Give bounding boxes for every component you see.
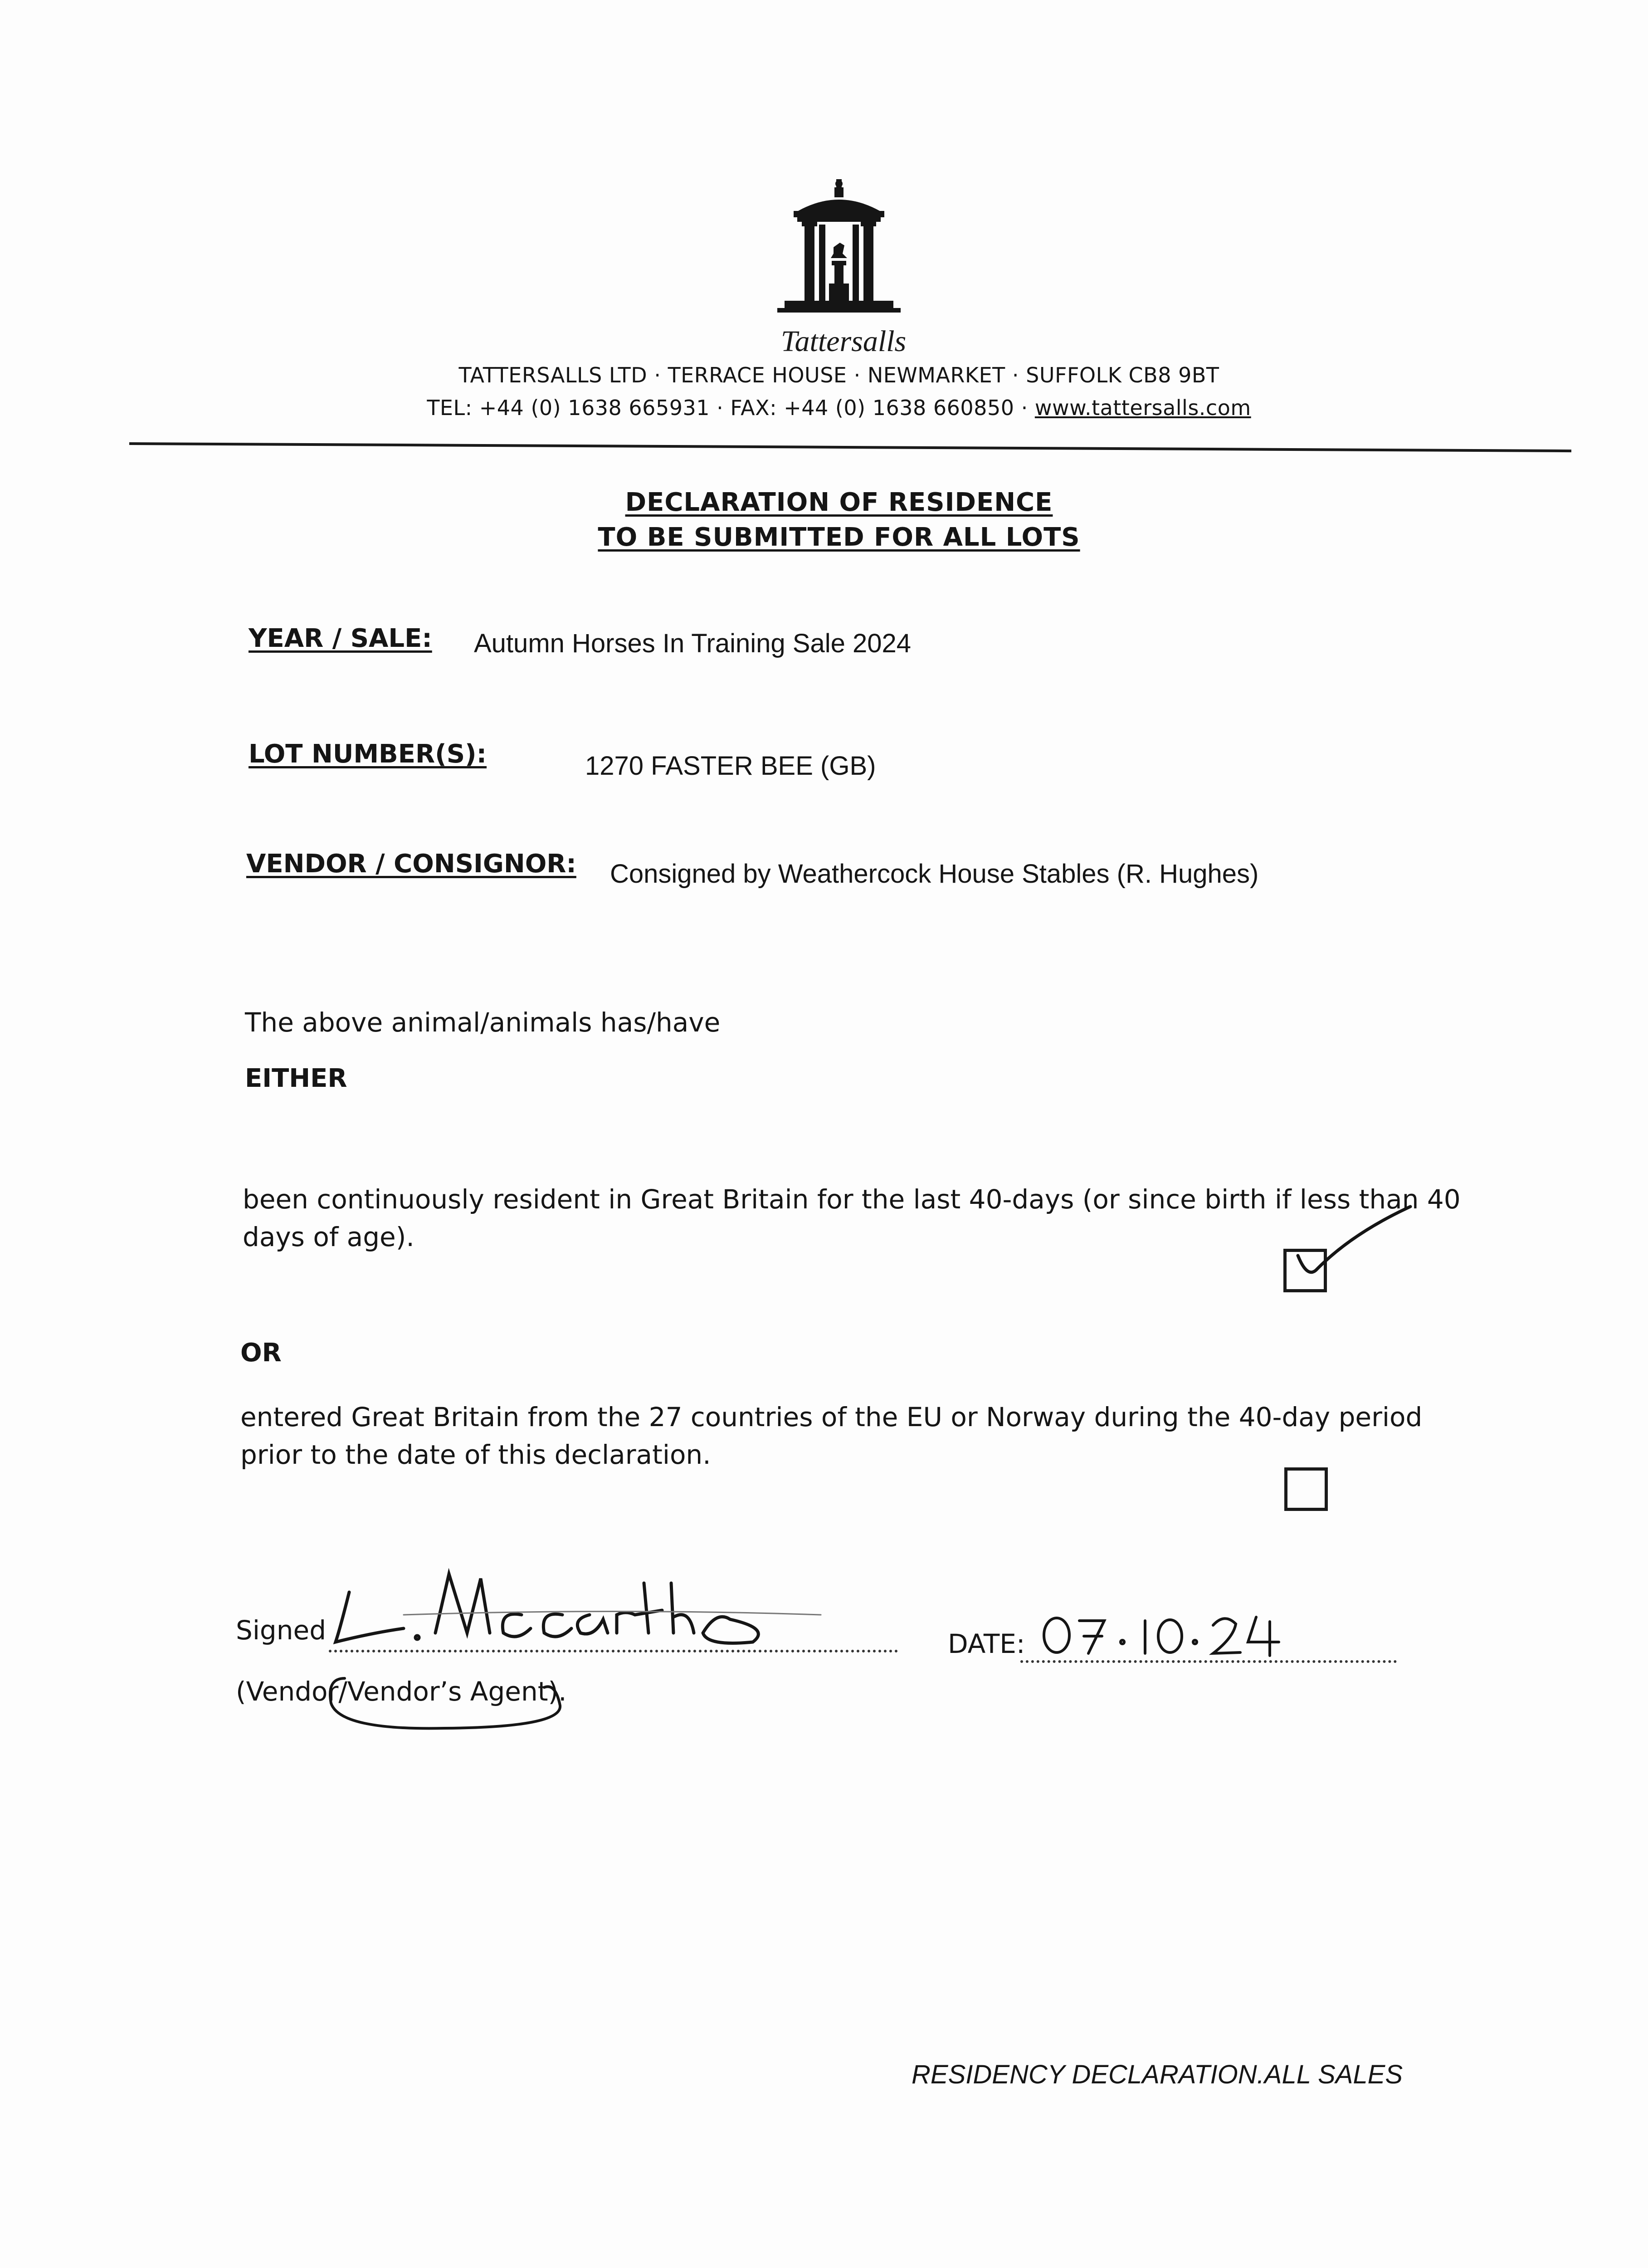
handwritten-signature bbox=[299, 1565, 844, 1665]
selection-circle bbox=[327, 1669, 580, 1737]
form-subtitle: TO BE SUBMITTED FOR ALL LOTS bbox=[598, 523, 1080, 552]
form-footer: RESIDENCY DECLARATION.ALL SALES bbox=[912, 2060, 1403, 2089]
or-heading: OR bbox=[240, 1338, 282, 1368]
lot-number-value: 1270 FASTER BEE (GB) bbox=[585, 751, 876, 781]
option-2-text-line-2: prior to the date of this declaration. bbox=[240, 1439, 711, 1470]
handwritten-date bbox=[1034, 1603, 1288, 1662]
date-label: DATE: bbox=[948, 1628, 1025, 1659]
lot-number-label: LOT NUMBER(S): bbox=[249, 739, 487, 769]
year-sale-label: YEAR / SALE: bbox=[249, 624, 432, 653]
option-1-text-line-2: days of age). bbox=[243, 1222, 414, 1252]
company-contact bbox=[408, 396, 1270, 420]
checkmark-icon bbox=[1283, 1202, 1419, 1306]
option-2-text-line-1: entered Great Britain from the 27 countries of the EU or Norway during the 40-day period bbox=[240, 1402, 1423, 1432]
vendor-label: VENDOR / CONSIGNOR: bbox=[246, 849, 576, 879]
rotunda-monument-logo-icon bbox=[771, 179, 907, 324]
either-heading: EITHER bbox=[245, 1064, 347, 1093]
form-title: DECLARATION OF RESIDENCE bbox=[625, 488, 1053, 517]
signed-label: Signed bbox=[236, 1615, 327, 1646]
company-address: TATTERSALLS LTD · TERRACE HOUSE · NEWMARKET · SUFFOLK CB8 9BT bbox=[458, 363, 1219, 387]
website-link[interactable]: www.tattersalls.com bbox=[1034, 396, 1251, 420]
contact-numbers: TEL: +44 (0) 1638 665931 · FAX: +44 (0) 1638 660850 · bbox=[427, 396, 1035, 420]
option-2-checkbox[interactable] bbox=[1284, 1467, 1328, 1511]
option-1-text-line-1: been continuously resident in Great Britain for the last 40-days (or since birth if less than 40 bbox=[243, 1184, 1461, 1215]
letterhead-divider bbox=[129, 442, 1571, 452]
vendor-value: Consigned by Weathercock House Stables (R. Hughes) bbox=[610, 859, 1259, 889]
company-brand-name: Tattersalls bbox=[780, 325, 907, 358]
vendor-role-label: (Vendor/Vendor’s Agent). bbox=[236, 1676, 567, 1707]
intro-text: The above animal/animals has/have bbox=[245, 1007, 721, 1038]
year-sale-value: Autumn Horses In Training Sale 2024 bbox=[474, 629, 911, 658]
